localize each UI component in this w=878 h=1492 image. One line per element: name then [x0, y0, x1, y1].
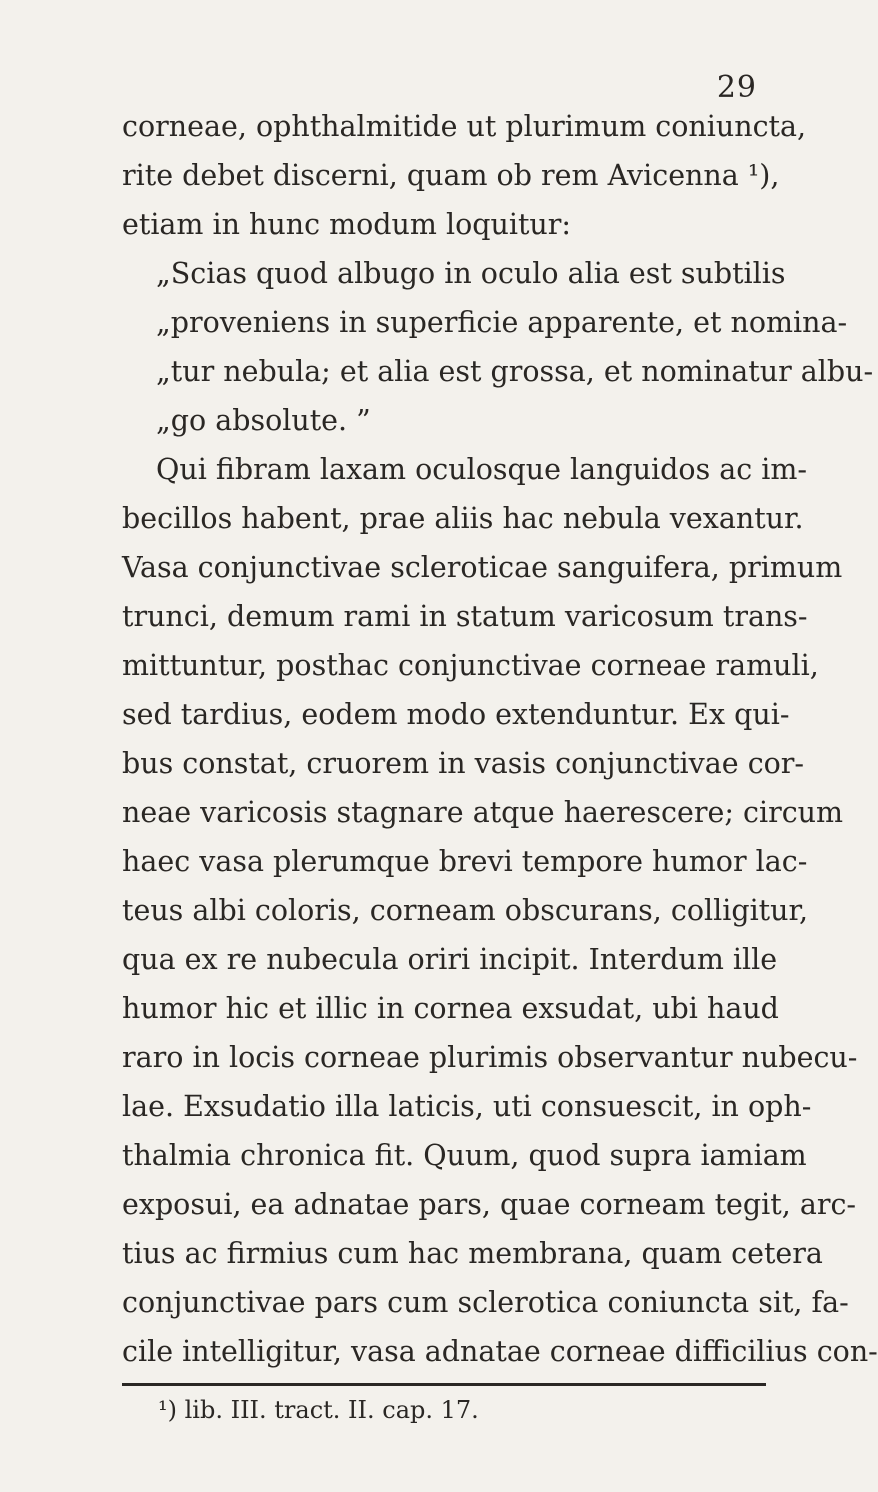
text-line-15: neae varicosis stagnare atque haerescere; circum	[122, 796, 844, 829]
text-line-3: etiam in hunc modum loquitur:	[122, 208, 572, 241]
text-line-21: lae. Exsudatio illa laticis, uti consuescit, in oph-	[122, 1090, 812, 1123]
text-line-7: „go absolute. ”	[156, 404, 371, 437]
footnote-divider	[122, 1383, 766, 1386]
text-line-13: sed tardius, eodem modo extenduntur. Ex qui-	[122, 698, 790, 731]
text-line-2: rite debet discerni, quam ob rem Avicenna ¹),	[122, 159, 780, 192]
text-line-14: bus constat, cruorem in vasis conjunctivae cor-	[122, 747, 805, 780]
text-line-18: qua ex re nubecula oriri incipit. Interdum ille	[122, 943, 778, 976]
text-line-4: „Scias quod albugo in oculo alia est subtilis	[156, 257, 786, 290]
text-line-26: cile intelligitur, vasa adnatae corneae difficilius con-	[122, 1335, 878, 1368]
text-line-16: haec vasa plerumque brevi tempore humor lac-	[122, 845, 808, 878]
text-line-5: „proveniens in superficie apparente, et nomina-	[156, 306, 848, 339]
text-line-1: corneae, ophthalmitide ut plurimum coniuncta,	[122, 110, 807, 143]
text-line-20: raro in locis corneae plurimis observantur nubecu-	[122, 1041, 858, 1074]
text-line-6: „tur nebula; et alia est grossa, et nominatur albu-	[156, 355, 874, 388]
text-line-17: teus albi coloris, corneam obscurans, colligitur,	[122, 894, 809, 927]
text-line-19: humor hic et illic in cornea exsudat, ubi haud	[122, 992, 779, 1025]
footnote: ¹) lib. III. tract. II. cap. 17.	[158, 1396, 479, 1424]
text-line-25: conjunctivae pars cum sclerotica coniuncta sit, fa-	[122, 1286, 849, 1319]
text-line-9: becillos habent, prae aliis hac nebula vexantur.	[122, 502, 804, 535]
text-line-24: tius ac firmius cum hac membrana, quam cetera	[122, 1237, 823, 1270]
text-line-12: mittuntur, posthac conjunctivae corneae ramuli,	[122, 649, 819, 682]
page-number: 29	[716, 70, 757, 105]
text-line-10: Vasa conjunctivae scleroticae sanguifera, primum	[122, 551, 843, 584]
text-line-11: trunci, demum rami in statum varicosum trans-	[122, 600, 808, 633]
text-line-8: Qui fibram laxam oculosque languidos ac im-	[156, 453, 808, 486]
body-text	[122, 102, 878, 1376]
text-line-23: exposui, ea adnatae pars, quae corneam tegit, arc-	[122, 1188, 857, 1221]
text-line-22: thalmia chronica fit. Quum, quod supra iamiam	[122, 1139, 807, 1172]
